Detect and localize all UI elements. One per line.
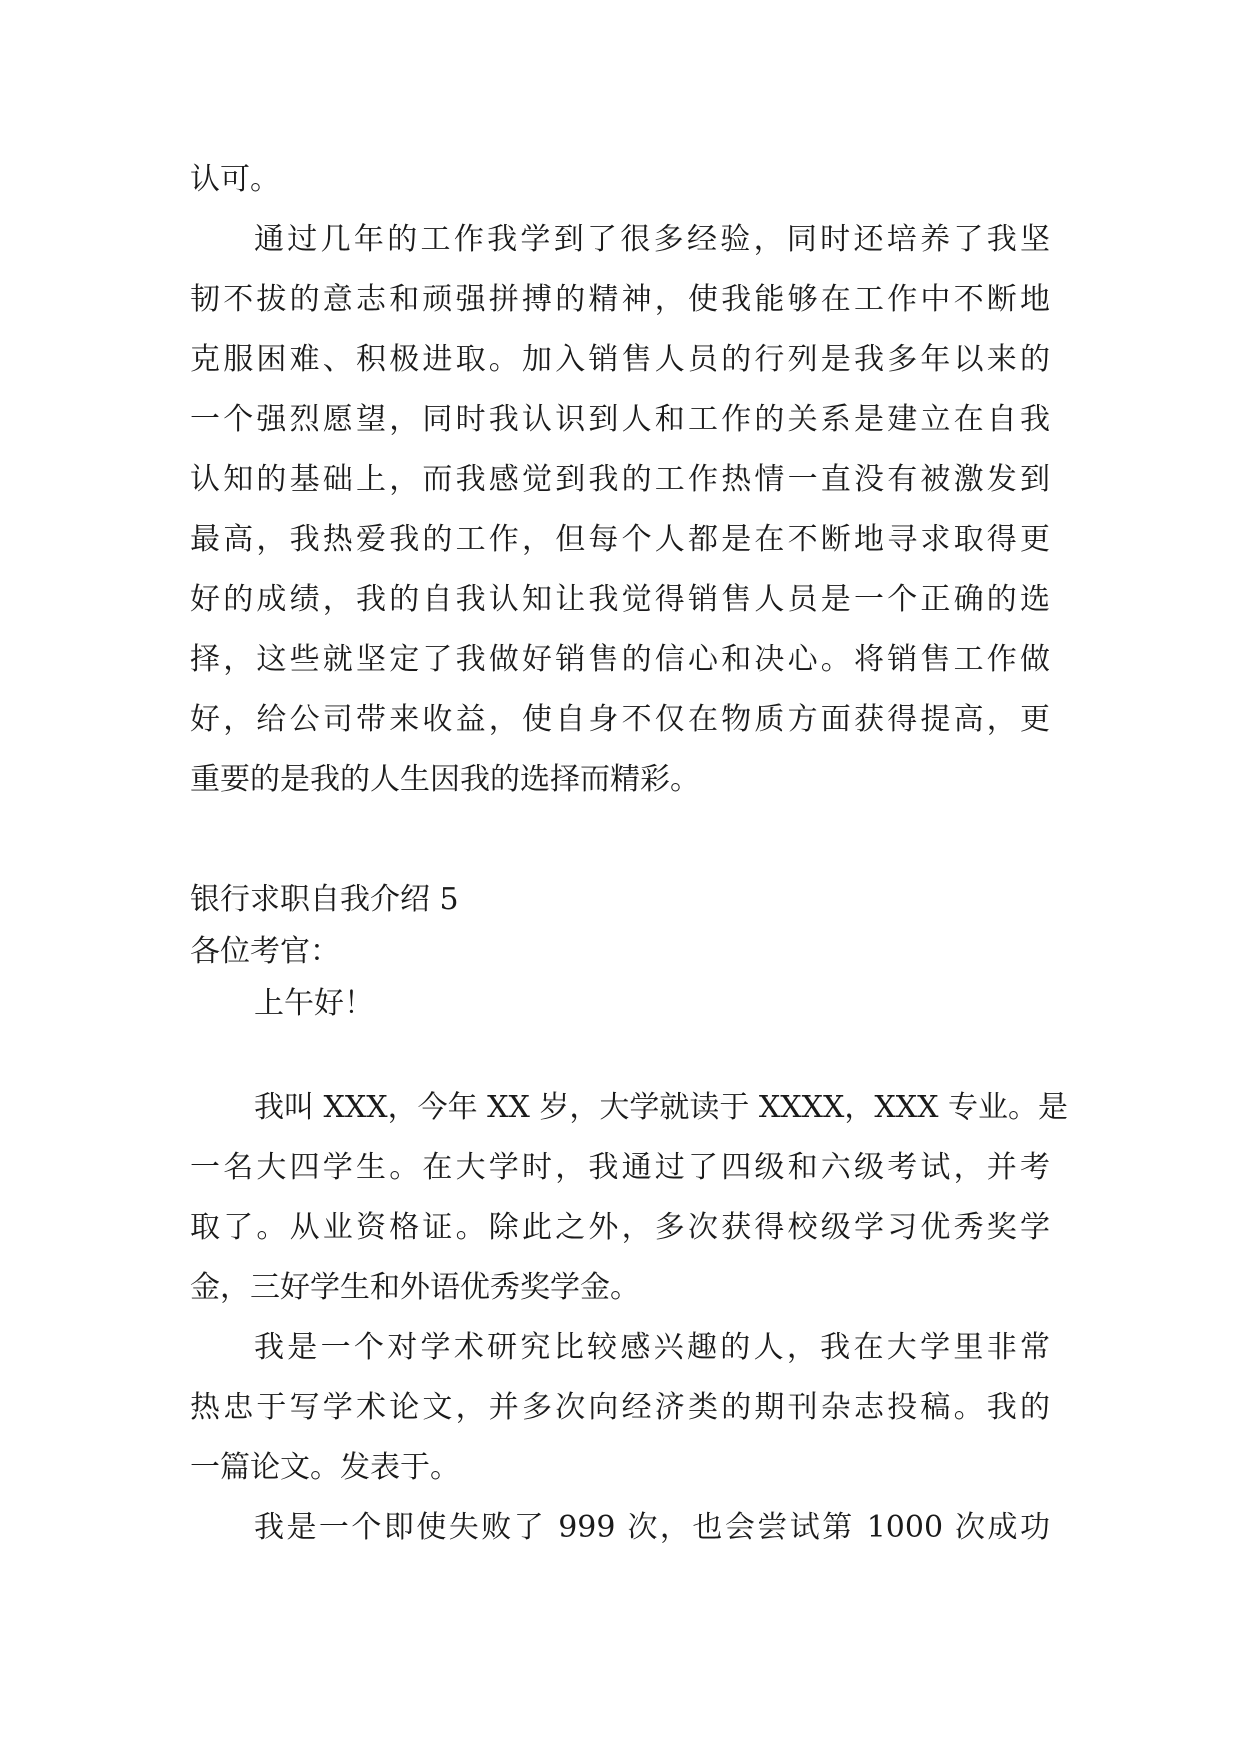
paragraph-end-line: 认可。 [190,162,280,197]
paragraph-introduction [190,1078,1068,1318]
paragraph-research [190,1318,1050,1498]
paragraph-line: 我是一个即使失败了 999 次，也会尝试第 1000 次成功 [254,1510,1050,1545]
paragraph-line: 择，这些就坚定了我做好销售的信心和决心。将销售工作做 [190,642,1050,677]
paragraph-line: 好，给公司带来收益，使自身不仅在物质方面获得提高，更 [190,702,1050,737]
paragraph-line: 通过几年的工作我学到了很多经验，同时还培养了我坚 [254,222,1050,257]
paragraph-line: 一名大四学生。在大学时，我通过了四级和六级考试，并考 [190,1150,1050,1185]
paragraph-line: 韧不拔的意志和顽强拼搏的精神，使我能够在工作中不断地 [190,282,1050,317]
section-gap [190,810,1050,874]
paragraph-line: 一个强烈愿望，同时我认识到人和工作的关系是建立在自我 [190,402,1050,437]
paragraph-line: 一篇论文。发表于。 [190,1450,460,1485]
document-page [190,150,1068,1558]
paragraph-line: 我是一个对学术研究比较感兴趣的人，我在大学里非常 [254,1330,1050,1365]
section-title: 银行求职自我介绍 5 [190,882,459,917]
paragraph-line: 好的成绩，我的自我认知让我觉得销售人员是一个正确的选 [190,582,1050,617]
greeting: 上午好！ [254,986,374,1021]
paragraph-line: 重要的是我的人生因我的选择而精彩。 [190,762,700,797]
paragraph-line: 最高，我热爱我的工作，但每个人都是在不断地寻求取得更 [190,522,1050,557]
paragraph-line: 金，三好学生和外语优秀奖学金。 [190,1270,640,1305]
paragraph-perseverance [190,1498,1050,1558]
paragraph-line: 克服困难、积极进取。加入销售人员的行列是我多年以来的 [190,342,1050,377]
paragraph-line: 认知的基础上，而我感觉到我的工作热情一直没有被激发到 [190,462,1050,497]
paragraph-line: 我叫 XXX，今年 XX 岁，大学就读于 XXXX，XXX 专业。是 [254,1090,1068,1125]
paragraph-line: 取了。从业资格证。除此之外，多次获得校级学习优秀奖学 [190,1210,1050,1245]
salutation: 各位考官： [190,934,340,969]
paragraph-experience [190,210,1050,810]
section-gap [190,1030,1050,1078]
paragraph-line: 热忠于写学术论文，并多次向经济类的期刊杂志投稿。我的 [190,1390,1050,1425]
